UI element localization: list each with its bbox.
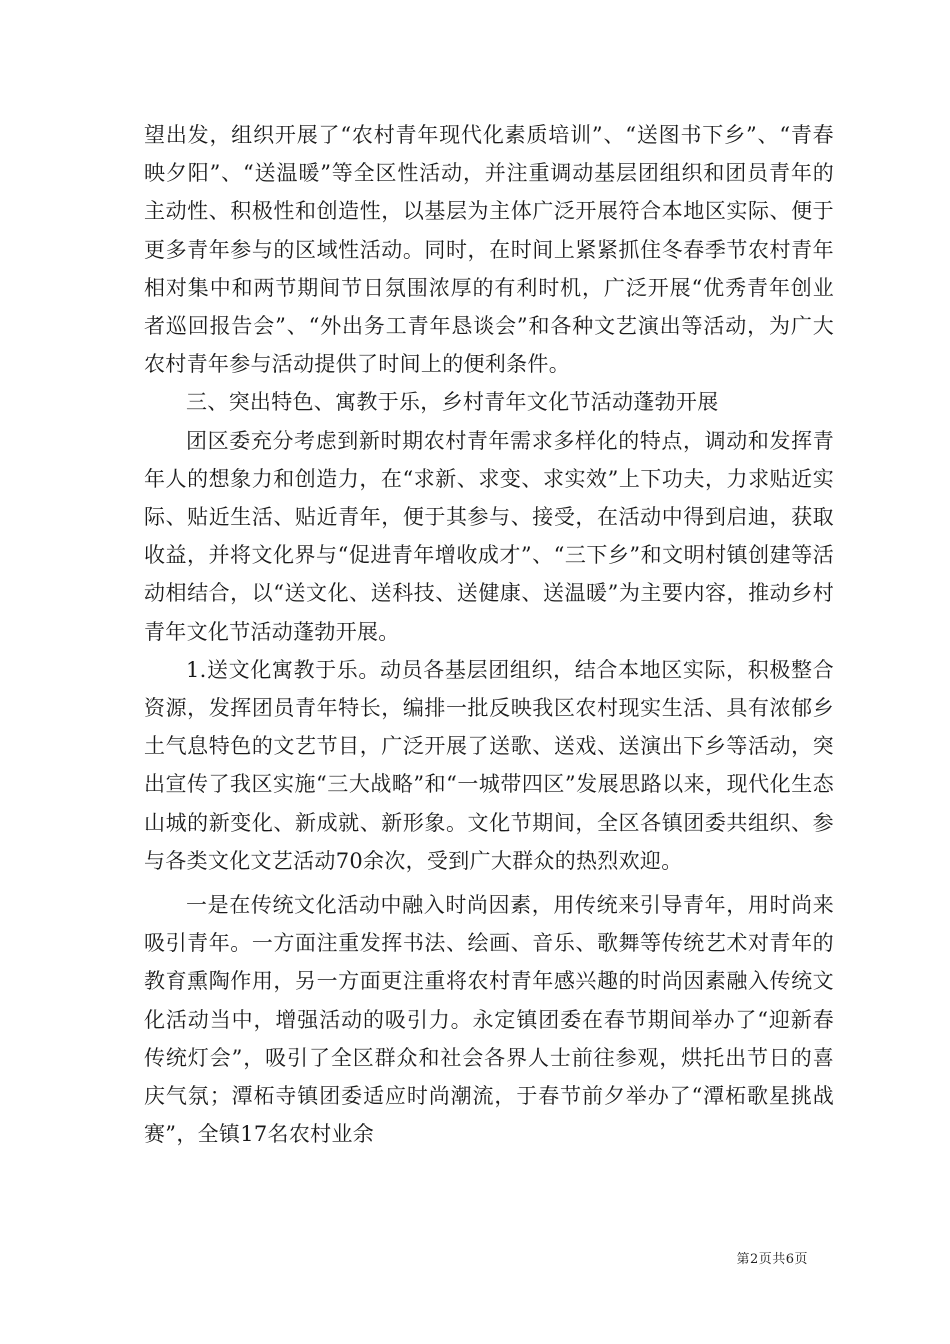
document-body	[144, 116, 834, 1153]
paragraph-5: 一是在传统文化活动中融入时尚因素，用传统来引导青年，用时尚来吸引青年。一方面注重发挥书法、绘画、音乐、歌舞等传统艺术对青年的教育熏陶作用，另一方面更注重将农村青年感兴趣的时尚因素融入传统文化活动当中，增强活动的吸引力。永定镇团委在春节期间举办了“迎新春传统灯会”，吸引了全区群众和社会各界人士前往参观，烘托出节日的喜庆气氛；潭柘寺镇团委适应时尚潮流，于春节前夕举办了“潭柘歌星挑战赛”，全镇17名农村业余	[144, 893, 834, 1147]
section-heading: 三、突出特色、寓教于乐，乡村青年文化节活动蓬勃开展	[186, 390, 719, 415]
paragraph-1: 望出发，组织开展了“农村青年现代化素质培训”、“送图书下乡”、“青春映夕阳”、“送温暖”等全区性活动，并注重调动基层团组织和团员青年的主动性、积极性和创造性，以基层为主体广泛开展符合本地区实际、便于更多青年参与的区域性活动。同时，在时间上紧紧抓住冬春季节农村青年相对集中和两节期间节日氛围浓厚的有利时机，广泛开展“优秀青年创业者巡回报告会”、“外出务工青年恳谈会”和各种文艺演出等活动，为广大农村青年参与活动提供了时间上的便利条件。	[144, 123, 834, 377]
paragraph-3: 团区委充分考虑到新时期农村青年需求多样化的特点，调动和发挥青年人的想象力和创造力，在“求新、求变、求实效”上下功夫，力求贴近实际、贴近生活、贴近青年，便于其参与、接受，在活动中得到启迪，获取收益，并将文化界与“促进青年增收成才”、“三下乡”和文明村镇创建等活动相结合，以“送文化、送科技、送健康、送温暖”为主要内容，推动乡村青年文化节活动蓬勃开展。	[144, 428, 834, 644]
page-number: 第2页共6页	[736, 1252, 808, 1267]
paragraph-4: 1.送文化寓教于乐。动员各基层团组织，结合本地区实际，积极整合资源，发挥团员青年特长，编排一批反映我区农村现实生活、具有浓郁乡土气息特色的文艺节目，广泛开展了送歌、送戏、送演出下乡等活动，突出宣传了我区实施“三大战略”和“一城带四区”发展思路以来，现代化生态山城的新变化、新成就、新形象。文化节期间，全区各镇团委共组织、参与各类文化文艺活动70余次，受到广大群众的热烈欢迎。	[144, 657, 834, 873]
